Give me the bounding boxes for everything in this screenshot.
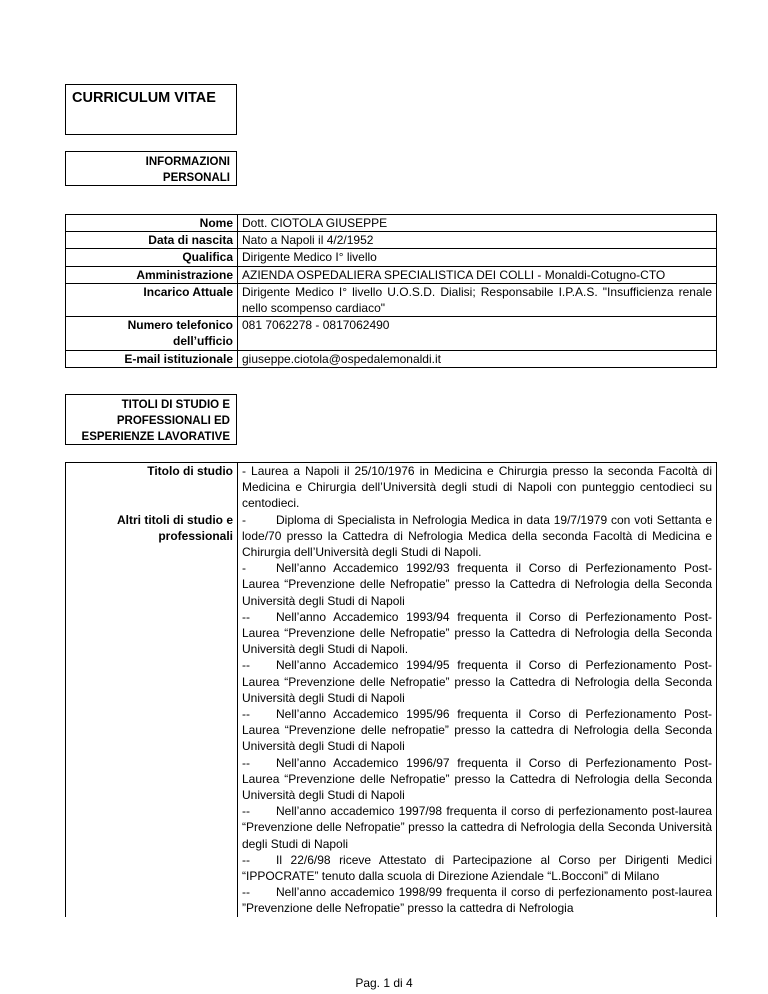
table-row	[66, 249, 717, 266]
header-line: PERSONALI	[162, 172, 230, 184]
other-titles-value	[238, 512, 717, 917]
qualification-entry	[242, 657, 712, 706]
entry-text: Nell’anno Accademico 1992/93 frequenta il Corso di Perfezionamento Post-Laurea “Prevenzione delle Nefropatie” presso la Cattedra di Nefrologia della Seconda Università degli Studi di Napoli	[242, 561, 712, 608]
table-row	[66, 283, 717, 316]
personal-info-header	[65, 151, 237, 186]
entry-text: Diploma di Specialista in Nefrologia Medica in data 19/7/1979 con voti Settanta e lode/70 presso la Cattedra di Nefrologia Medica della seconda Facoltà di Medicina e Chirurgia dell’Università degli Studi di Napoli.	[242, 512, 712, 560]
qualification-entry	[242, 609, 712, 658]
email-value: giuseppe.ciotola@ospedalemonaldi.it	[238, 350, 717, 367]
entry-bullet: --	[242, 707, 250, 722]
studies-header-text	[82, 397, 230, 445]
qualification-entry	[242, 852, 712, 884]
birth-value: Nato a Napoli il 4/2/1952	[238, 232, 717, 249]
personal-info-table	[65, 214, 717, 368]
entry-bullet: --	[242, 609, 250, 624]
entry-text: Il 22/6/98 riceve Attestato di Partecipazione al Corso per Dirigenti Medici “IPPOCRATE” tenuto dalla scuola di Direzione Aziendale “L.Bocconi” di Milano	[242, 852, 712, 884]
current-role-label: Incarico Attuale	[66, 283, 238, 316]
phone-label	[66, 317, 238, 350]
other-titles-label-line: Altri titoli di studio e	[117, 512, 233, 527]
page-footer: Pag. 1 di 4	[355, 976, 413, 990]
other-titles-label-line: professionali	[158, 528, 233, 543]
current-role-value: Dirigente Medico I° livello U.O.S.D. Dialisi; Responsabile I.P.A.S. "Insufficienza renale nello scompenso cardiaco"	[238, 283, 717, 316]
header-line: ESPERIENZE LAVORATIVE	[81, 431, 230, 443]
email-label: E-mail istituzionale	[66, 350, 238, 367]
studies-table	[65, 462, 717, 917]
qualification-entry	[242, 560, 712, 609]
entry-bullet: --	[242, 804, 250, 819]
qualification-label: Qualifica	[66, 249, 238, 266]
entry-text: Nell’anno accademico 1997/98 frequenta il corso di perfezionamento post-laurea “Prevenzione delle Nefropatie” presso la cattedra di Nefrologia della Seconda Università degli Studi di Napoli	[242, 804, 712, 851]
table-row	[66, 317, 717, 350]
table-row	[66, 266, 717, 283]
document-title: CURRICULUM VITAE	[72, 90, 216, 106]
entry-bullet: --	[242, 885, 250, 900]
entry-text: Nell’anno Accademico 1996/97 frequenta il Corso di Perfezionamento Post- Laurea “Prevenzione delle Nefropatie” presso la Cattedra di Nefrologia della Seconda Università degli Studi di Napoli	[242, 755, 712, 803]
entry-text: Nell’anno Accademico 1994/95 frequenta il Corso di Perfezionamento Post-Laurea “Prevenzione delle Nefropatie” presso la Cattedra di Nefrologia della Seconda Università degli Studi di Napoli	[242, 658, 712, 705]
entry-bullet: -	[242, 561, 246, 576]
header-line: TITOLI DI STUDIO E	[121, 399, 230, 411]
table-row	[66, 215, 717, 232]
personal-info-header-text	[146, 154, 230, 186]
entry-text: Nell’anno Accademico 1995/96 frequenta il Corso di Perfezionamento Post-Laurea “Prevenzione delle nefropatie” presso la cattedra di Nefrologia della Seconda Università degli Studi di Napoli	[242, 707, 712, 754]
qualification-entry	[242, 803, 712, 852]
phone-value: 081 7062278 - 0817062490	[238, 317, 717, 350]
header-line: INFORMAZIONI	[145, 156, 230, 168]
qualification-entry	[242, 706, 712, 755]
entry-bullet: -	[242, 512, 246, 527]
degree-label: Titolo di studio	[66, 463, 238, 512]
phone-label-line: dell’ufficio	[173, 334, 233, 349]
degree-value: - Laurea a Napoli il 25/10/1976 in Medicina e Chirurgia presso la seconda Facoltà di Medicina e Chirurgia dell’Università degli studi di Napoli con punteggio centodieci su centodieci.	[238, 463, 717, 512]
qualification-value: Dirigente Medico I° livello	[238, 249, 717, 266]
qualification-entry	[242, 755, 712, 804]
name-value: Dott. CIOTOLA GIUSEPPE	[238, 215, 717, 232]
table-row	[66, 350, 717, 367]
administration-value: AZIENDA OSPEDALIERA SPECIALISTICA DEI COLLI - Monaldi-Cotugno-CTO	[238, 266, 717, 283]
phone-label-line: Numero telefonico	[127, 318, 233, 333]
entry-bullet: --	[242, 658, 250, 673]
administration-label: Amministrazione	[66, 266, 238, 283]
table-row	[66, 463, 717, 512]
cv-title-box	[65, 84, 237, 135]
entry-bullet: --	[242, 852, 250, 867]
table-row	[66, 232, 717, 249]
qualification-entry	[242, 884, 712, 916]
name-label: Nome	[66, 215, 238, 232]
studies-header	[65, 394, 237, 445]
table-row	[66, 512, 717, 917]
entry-text: Nell’anno Accademico 1993/94 frequenta il Corso di Perfezionamento Post-Laurea “Prevenzione delle Nefropatie” presso la Cattedra di Nefrologia della Seconda Università degli Studi di Napoli.	[242, 609, 712, 657]
header-line: PROFESSIONALI ED	[116, 415, 230, 427]
entry-text: Nell’anno accademico 1998/99 frequenta il corso di perfezionamento post-laurea ”Prevenzione delle Nefropatie” presso la cattedra di Nefrologia	[242, 885, 712, 916]
other-titles-label	[66, 512, 238, 917]
entry-bullet: --	[242, 755, 250, 770]
qualification-entry	[242, 512, 712, 561]
birth-label: Data di nascita	[66, 232, 238, 249]
